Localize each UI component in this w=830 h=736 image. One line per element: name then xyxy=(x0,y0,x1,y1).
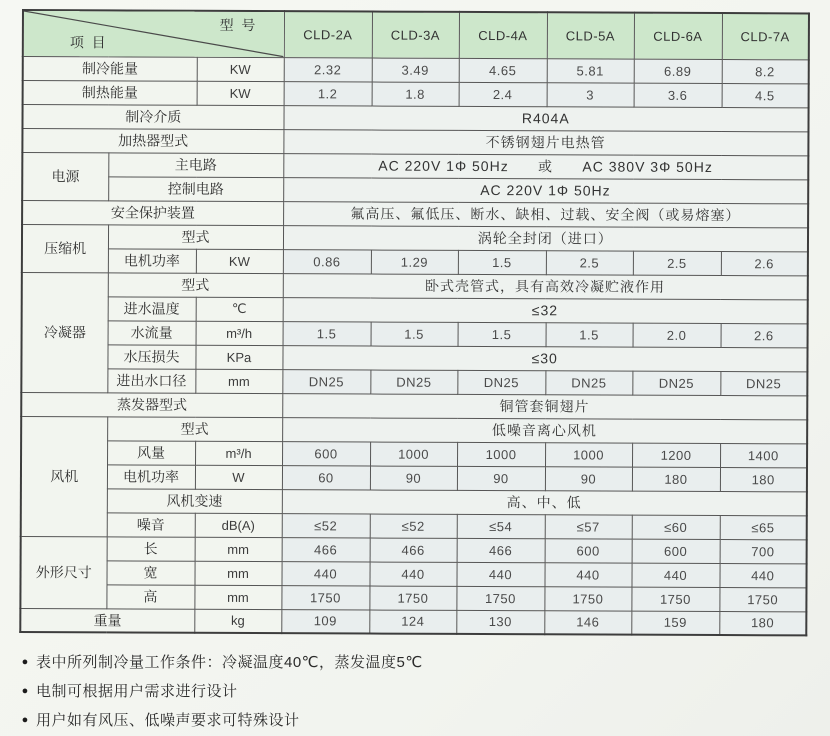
footnotes xyxy=(14,647,423,734)
header-row xyxy=(23,10,809,59)
group-label: 风机 xyxy=(21,416,108,536)
bullet-icon: ● xyxy=(21,684,29,697)
note-text: 表中所列制冷量工作条件：冷凝温度40℃，蒸发温度5℃ xyxy=(36,654,423,671)
unit-cell: m³/h xyxy=(196,321,283,345)
value-cell: 1750 xyxy=(719,587,806,611)
row-compressor-type xyxy=(22,224,808,251)
value-cell: 4.5 xyxy=(722,83,809,107)
value-cell: 1.5 xyxy=(546,322,633,346)
span-value-cell: 不锈钢翅片电热管 xyxy=(283,129,808,155)
span-value-cell: ≤32 xyxy=(283,297,808,323)
value-cell: 109 xyxy=(281,609,369,633)
row-safety xyxy=(22,200,808,227)
row-fan-motor-power xyxy=(21,464,807,491)
group-label: 外形尺寸 xyxy=(20,536,106,608)
row-label: 制冷介质 xyxy=(22,104,283,129)
value-cell: 1000 xyxy=(545,442,632,466)
model-header: CLD-4A xyxy=(459,12,547,58)
value-cell: 1750 xyxy=(456,586,544,610)
value-cell: 2.0 xyxy=(633,323,721,347)
row-fan-speed xyxy=(21,488,807,515)
row-label: 电机功率 xyxy=(108,248,196,272)
row-dimension-height xyxy=(20,584,806,611)
value-cell: 90 xyxy=(370,466,457,490)
row-label: 主电路 xyxy=(108,152,283,177)
span-value-cell: 卧式壳管式，具有高效冷凝贮液作用 xyxy=(283,273,808,299)
unit-cell: m³/h xyxy=(195,441,282,465)
value-cell: 600 xyxy=(545,538,632,562)
model-header: CLD-7A xyxy=(722,13,809,59)
row-fan-air-volume xyxy=(21,440,807,467)
row-label: 加热器型式 xyxy=(22,128,283,153)
value-cell: 1.2 xyxy=(284,81,372,105)
row-label: 型式 xyxy=(107,416,282,441)
row-power-control xyxy=(22,176,808,203)
row-power-main xyxy=(22,152,808,179)
row-label: 型式 xyxy=(108,224,283,249)
unit-cell: KW xyxy=(196,249,283,273)
span-value-cell: 铜管套铜翅片 xyxy=(282,393,807,419)
value-cell: 440 xyxy=(544,562,631,586)
row-condenser-type xyxy=(22,272,808,299)
value-cell: 1.5 xyxy=(458,322,546,346)
value-cell: 1750 xyxy=(369,586,456,610)
row-evaporator xyxy=(21,392,807,419)
value-cell: 146 xyxy=(544,610,631,634)
value-cell: 440 xyxy=(369,562,456,586)
row-weight xyxy=(20,608,806,635)
value-cell: 124 xyxy=(369,610,456,634)
row-label: 制冷能量 xyxy=(23,56,197,81)
row-label: 噪音 xyxy=(107,512,195,536)
value-cell: 1.29 xyxy=(371,250,458,274)
note-item xyxy=(14,676,423,705)
value-cell: 8.2 xyxy=(722,59,809,83)
value-cell: 1000 xyxy=(370,442,457,466)
row-label: 水压损失 xyxy=(107,344,195,368)
unit-cell: KPa xyxy=(195,345,282,369)
value-cell: ≤60 xyxy=(632,515,720,539)
group-label: 冷凝器 xyxy=(21,272,108,392)
value-cell: 1750 xyxy=(631,587,719,611)
value-cell: 5.81 xyxy=(547,58,634,82)
row-label: 进水温度 xyxy=(108,296,196,320)
value-cell: 1750 xyxy=(281,585,369,609)
row-compressor-motor-power xyxy=(22,248,808,275)
row-fan-type xyxy=(21,416,807,443)
value-cell: 600 xyxy=(282,441,370,465)
row-condenser-water-flow xyxy=(22,320,808,347)
value-cell: 2.5 xyxy=(546,250,633,274)
bullet-icon: ● xyxy=(21,655,29,668)
value-cell: 4.65 xyxy=(459,58,547,82)
model-header: CLD-5A xyxy=(547,12,634,58)
corner-cell xyxy=(23,10,284,57)
note-text: 电制可根据用户需求进行设计 xyxy=(36,683,238,700)
unit-cell: mm xyxy=(195,369,282,393)
unit-cell: KW xyxy=(197,57,284,81)
corner-model-label: 型 号 xyxy=(219,16,256,34)
value-cell: 1.5 xyxy=(283,321,371,345)
span-value-cell: 高、中、低 xyxy=(282,489,807,515)
value-cell: 180 xyxy=(719,611,806,635)
unit-cell: dB(A) xyxy=(195,513,282,537)
row-label: 安全保护装置 xyxy=(22,200,283,225)
value-cell: 60 xyxy=(282,465,370,489)
row-label: 风量 xyxy=(107,440,195,464)
value-cell: 1000 xyxy=(457,442,545,466)
row-condenser-pressure-loss xyxy=(21,344,807,371)
value-cell: 2.6 xyxy=(721,251,808,275)
span-value-cell: AC 220V 1Φ 50Hz xyxy=(283,177,808,203)
value-cell: 90 xyxy=(457,466,545,490)
note-text: 用户如有风压、低噪声要求可特殊设计 xyxy=(36,712,300,729)
corner-item-label: 项 目 xyxy=(69,33,106,50)
row-label: 蒸发器型式 xyxy=(21,392,282,417)
value-cell: 159 xyxy=(631,611,719,635)
value-cell: 2.6 xyxy=(721,323,808,347)
row-heating-capacity xyxy=(23,80,809,107)
row-heater-type xyxy=(22,128,808,155)
value-cell: 466 xyxy=(370,538,457,562)
value-cell: 2.32 xyxy=(284,57,372,81)
row-label: 高 xyxy=(106,584,194,608)
span-value-cell: R404A xyxy=(283,105,808,131)
value-cell: 180 xyxy=(720,467,807,491)
value-cell: ≤65 xyxy=(720,515,807,539)
value-cell: 440 xyxy=(631,563,719,587)
row-dimension-width xyxy=(20,560,806,587)
model-header: CLD-6A xyxy=(634,13,722,59)
value-cell: DN25 xyxy=(545,370,632,394)
value-cell: 6.89 xyxy=(634,59,722,83)
row-cooling-capacity xyxy=(23,56,809,83)
value-cell: 2.4 xyxy=(459,82,547,106)
value-cell: 1.5 xyxy=(371,322,458,346)
row-dimension-length xyxy=(21,536,807,563)
value-cell: 3.49 xyxy=(372,58,459,82)
unit-cell: mm xyxy=(194,561,281,585)
value-cell: 700 xyxy=(720,539,807,563)
value-cell: ≤52 xyxy=(282,513,370,537)
value-cell: DN25 xyxy=(370,370,457,394)
value-cell: 0.86 xyxy=(283,249,371,273)
value-cell: 1.5 xyxy=(458,250,546,274)
row-fan-noise xyxy=(21,512,807,539)
unit-cell: kg xyxy=(194,609,281,633)
span-value-cell: ≤30 xyxy=(282,345,807,371)
unit-cell: KW xyxy=(197,81,284,105)
model-header: CLD-3A xyxy=(372,12,459,58)
note-item xyxy=(14,705,423,734)
value-cell: 440 xyxy=(456,562,544,586)
value-cell: 466 xyxy=(457,538,545,562)
group-label: 压缩机 xyxy=(22,224,108,272)
span-value-cell: AC 220V 1Φ 50Hz 或 AC 380V 3Φ 50Hz xyxy=(283,153,808,179)
value-cell: 2.5 xyxy=(633,251,721,275)
bullet-icon: ● xyxy=(21,713,29,726)
row-label: 制热能量 xyxy=(23,80,197,105)
value-cell: 600 xyxy=(632,539,720,563)
model-header: CLD-2A xyxy=(284,11,372,57)
value-cell: 440 xyxy=(719,563,806,587)
unit-cell: ℃ xyxy=(196,297,283,321)
spec-table-container xyxy=(19,9,810,636)
row-label: 长 xyxy=(107,536,195,560)
value-cell: 90 xyxy=(545,466,632,490)
value-cell: ≤54 xyxy=(457,514,545,538)
span-value-cell: 涡轮全封闭（进口） xyxy=(283,225,808,251)
unit-cell: mm xyxy=(194,585,281,609)
row-label: 风机变速 xyxy=(107,488,282,513)
value-cell: 3.6 xyxy=(634,83,722,107)
row-label: 型式 xyxy=(108,272,283,297)
unit-cell: mm xyxy=(195,537,282,561)
value-cell: 3 xyxy=(547,82,634,106)
value-cell: DN25 xyxy=(282,369,370,393)
unit-cell: W xyxy=(195,465,282,489)
value-cell: 466 xyxy=(282,537,370,561)
value-cell: 180 xyxy=(632,467,720,491)
row-label: 重量 xyxy=(20,608,194,633)
value-cell: 440 xyxy=(281,561,369,585)
row-label: 电机功率 xyxy=(107,464,195,488)
value-cell: 1400 xyxy=(720,443,807,467)
value-cell: DN25 xyxy=(632,371,720,395)
note-item xyxy=(14,647,423,676)
value-cell: DN25 xyxy=(457,370,545,394)
span-value-cell: 低噪音离心风机 xyxy=(282,417,807,443)
value-cell: 1750 xyxy=(544,586,631,610)
row-condenser-pipe-diameter xyxy=(21,368,807,395)
group-label: 电源 xyxy=(22,152,108,200)
value-cell: ≤57 xyxy=(545,514,632,538)
value-cell: 1200 xyxy=(632,443,720,467)
row-label: 控制电路 xyxy=(108,176,283,201)
row-label: 宽 xyxy=(106,560,194,584)
value-cell: 1.8 xyxy=(372,82,459,106)
value-cell: ≤52 xyxy=(370,514,457,538)
value-cell: DN25 xyxy=(720,371,807,395)
row-condenser-inlet-temp xyxy=(22,296,808,323)
spec-table xyxy=(19,9,810,636)
span-value-cell: 氟高压、氟低压、断水、缺相、过载、安全阀（或易熔塞） xyxy=(283,201,808,227)
value-cell: 130 xyxy=(456,610,544,634)
row-label: 进出水口径 xyxy=(107,368,195,392)
row-label: 水流量 xyxy=(108,320,196,344)
row-refrigerant xyxy=(22,104,808,131)
